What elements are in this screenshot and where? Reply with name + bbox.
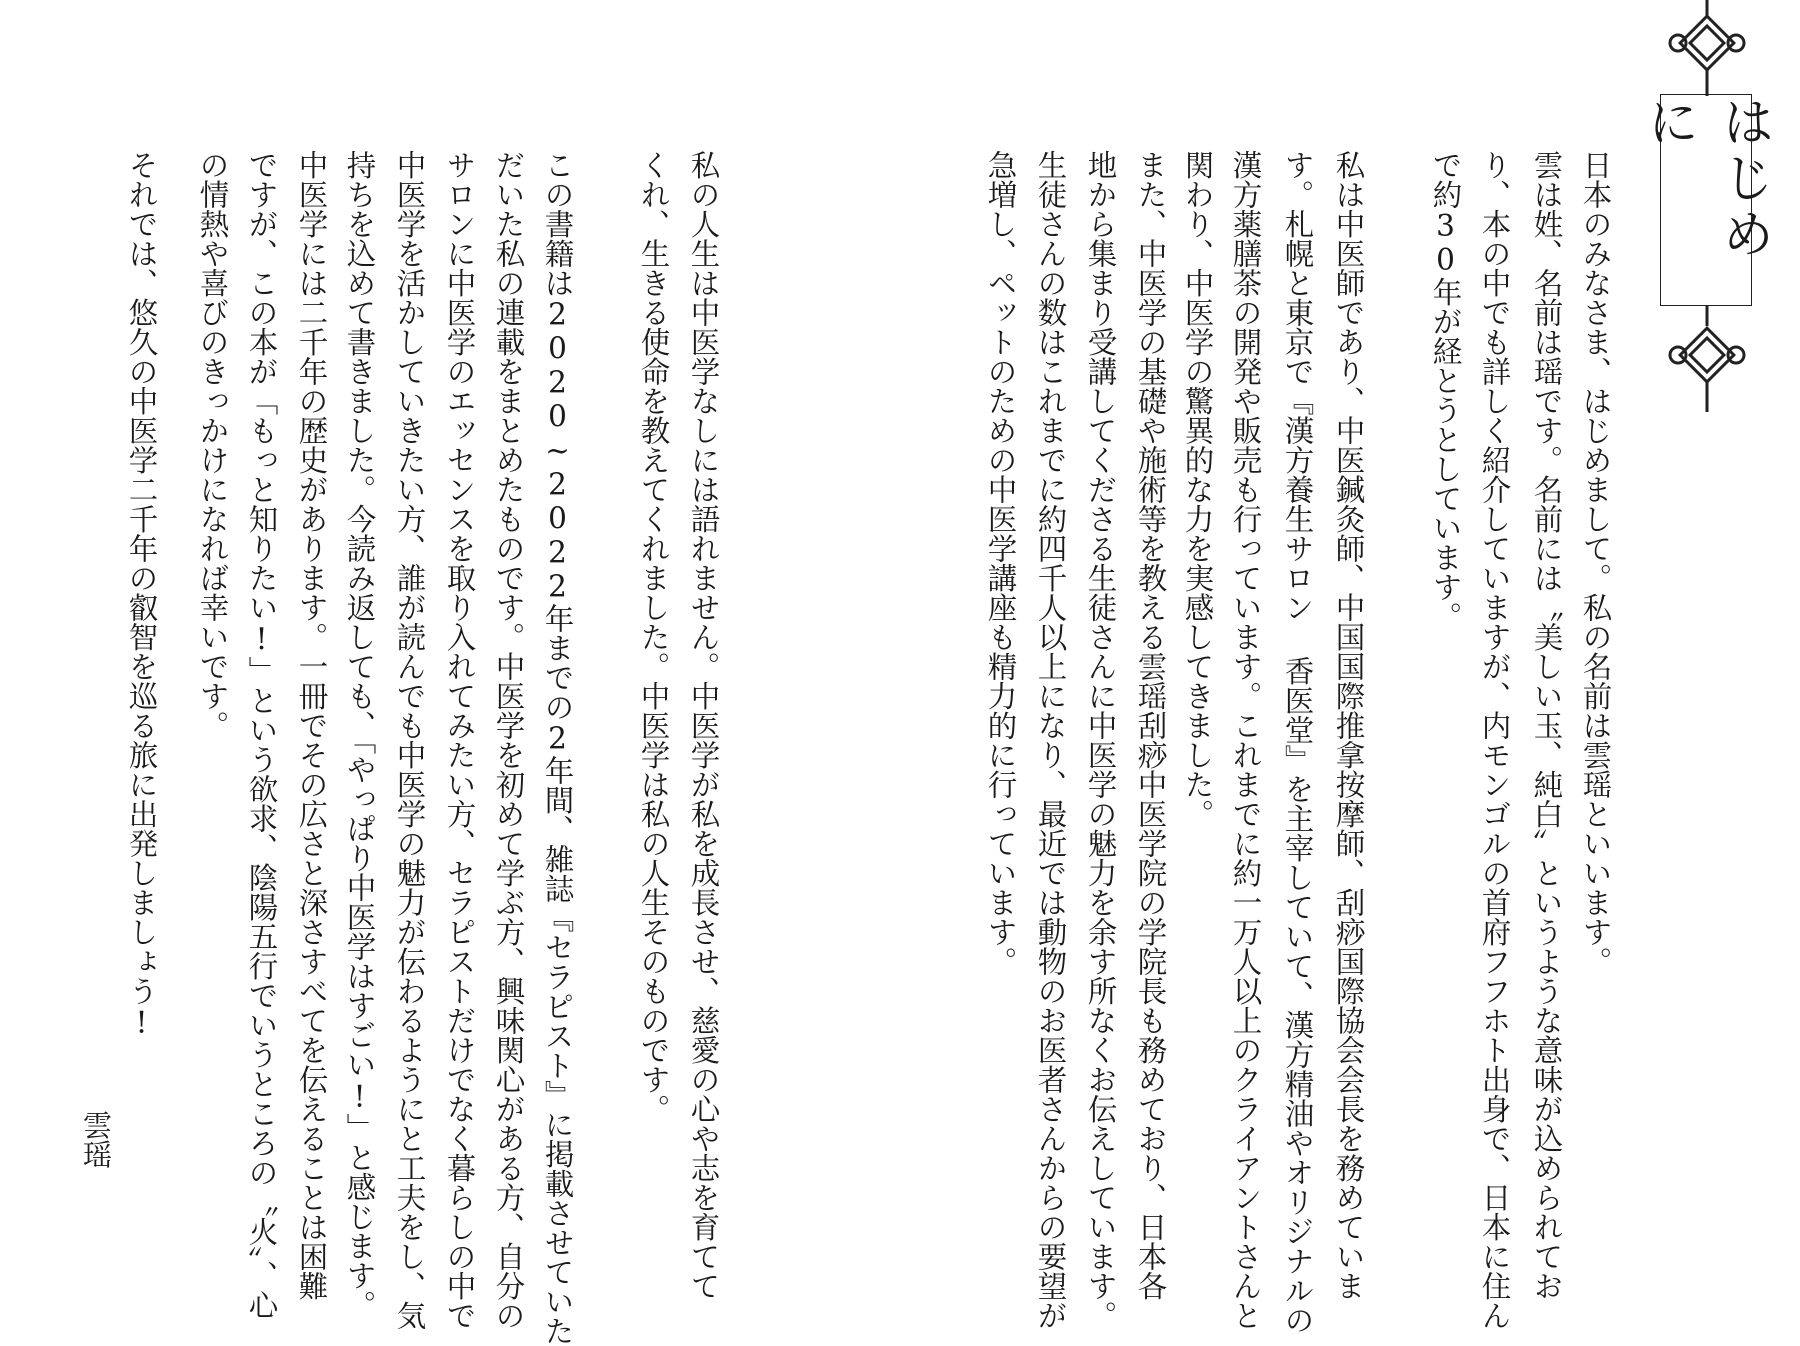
text-column: サロンに中医学のエッセンスを取り入れてみたい方、セラピストだけでなく暮らしの中で — [442, 150, 477, 1330]
text-column: 生徒さんの数はこれまでに約四千人以上になり、最近では動物のお医者さんからの要望が — [1033, 150, 1068, 1330]
text-column: で約30年が経とうとしています。 — [1428, 150, 1463, 631]
text-column: くれ、生きる使命を教えてくれました。中医学は私の人生そのものです。 — [636, 150, 671, 1124]
text-column: 中医学には二千年の歴史があります。一冊でその広さと深さすべてを伝えることは困難 — [294, 150, 329, 1301]
author-signature: 雲瑶 — [78, 1110, 113, 1169]
text-column: また、中医学の基礎や施術等を教える雲瑶刮痧中医学院の学院長も務めており、日本各 — [1133, 150, 1168, 1301]
text-column: り、本の中でも詳しく紹介していますが、内モンゴルの首府フフホト出身で、日本に住ん — [1477, 150, 1512, 1330]
text-column: 関わり、中医学の驚異的な力を実感してきました。 — [1180, 150, 1215, 829]
text-column: 急増し、ペットのための中医学講座も精力的に行っています。 — [983, 150, 1018, 976]
text-column: 持ちを込めて書きました。今読み返しても、「やっぱり中医学はすごい!」と感じます。 — [342, 150, 377, 1320]
text-column: す。札幌と東京で『漢方養生サロン 香医堂』を主宰していて、漢方精油やオリジナルの — [1280, 150, 1315, 1335]
text-column: 日本のみなさま、はじめまして。私の名前は雲瑶といいます。 — [1578, 150, 1613, 976]
text-column: 漢方薬膳茶の開発や販売も行っています。これまでに約一万人以上のクライアントさんと — [1228, 150, 1263, 1330]
text-column: 中医学を活かしていきたい方、誰が読んでも中医学の魅力が伝わるようにと工夫をし、気 — [392, 150, 427, 1330]
knot-ornament-icon — [1632, 0, 1782, 96]
knot-ornament-icon — [1632, 306, 1782, 412]
text-column: 雲は姓、名前は瑶です。名前には〝美しい玉、純白〟というような意味が込められてお — [1529, 150, 1564, 1301]
text-column: ですが、この本が「もっと知りたい!」という欲求、陰陽五行でいうところの〝火〟、心 — [244, 150, 279, 1320]
text-column: この書籍は2020~2022年までの2年間、雑誌『セラピスト』に掲載させていた — [540, 150, 575, 1346]
text-column: 私の人生は中医学なしには語れません。中医学が私を成長させ、慈愛の心や志を育てて — [686, 150, 721, 1301]
text-column: それでは、悠久の中医学二千年の叡智を巡る旅に出発しましょう! — [124, 150, 159, 1040]
page-title: はじめに — [1660, 94, 1752, 306]
text-column: だいた私の連載をまとめたものです。中医学を初めて学ぶ方、興味関心がある方、自分の — [491, 150, 526, 1330]
title-block — [1632, 0, 1782, 412]
text-column: の情熱や喜びのきっかけになれば幸いです。 — [195, 150, 230, 740]
text-column: 私は中医師であり、中医鍼灸師、中国国際推拿按摩師、刮痧国際協会会長を務めていま — [1331, 150, 1366, 1301]
text-column: 地から集まり受講してくださる生徒さんに中医学の魅力を余す所なくお伝えしています。 — [1083, 150, 1118, 1330]
